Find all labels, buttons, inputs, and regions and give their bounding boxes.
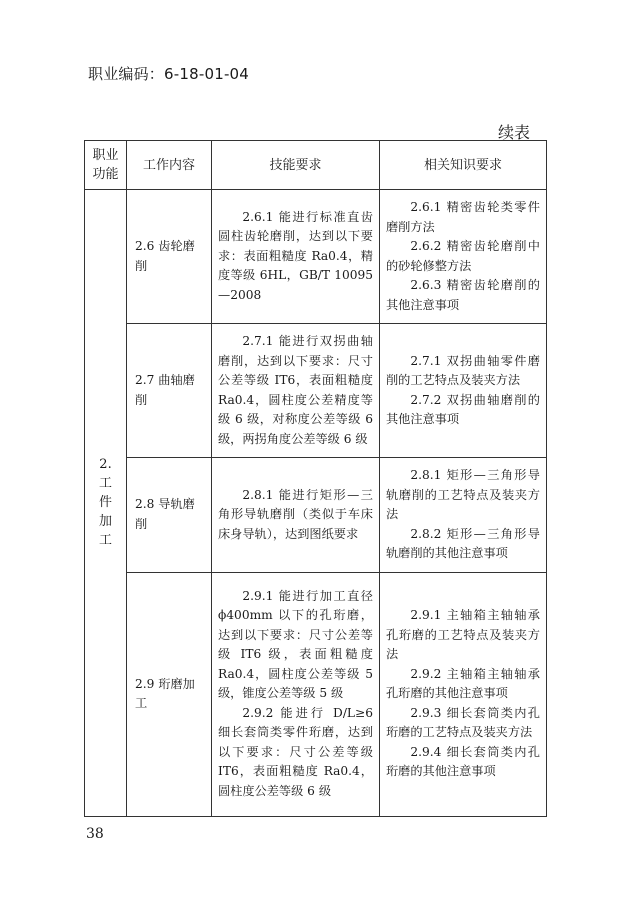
content-cell: 2.7 曲轴磨削 — [127, 324, 212, 458]
knowledge-item: 2.9.1 主轴箱主轴轴承孔珩磨的工艺特点及装夹方法 — [386, 608, 540, 662]
table-row — [85, 190, 547, 324]
content-cell: 2.8 导轨磨削 — [127, 458, 212, 573]
skill-item: 2.9.2 能进行 D/L≥6 细长套筒类零件珩磨，达到以下要求：尺寸公差等级 IT6，表面粗糙度 Ra0.4，圆柱度公差等级 6 级 — [218, 705, 373, 798]
skill-cell — [212, 458, 380, 573]
knowledge-cell — [380, 458, 547, 573]
skill-cell — [212, 190, 380, 324]
occupation-code: 职业编码：6-18-01-04 — [88, 65, 250, 83]
knowledge-item: 2.6.1 精密齿轮类零件磨削方法 — [386, 200, 540, 234]
header-content: 工作内容 — [127, 141, 212, 190]
knowledge-item: 2.7.1 双拐曲轴零件磨削的工艺特点及装夹方法 — [386, 353, 540, 387]
table-row — [85, 458, 547, 573]
header-role: 职业功能 — [85, 141, 127, 190]
table-header-row — [85, 141, 547, 190]
skill-item: 2.7.1 能进行双拐曲轴磨削，达到以下要求：尺寸公差等级 IT6，表面粗糙度 Ra0.4，圆柱度公差精度等级 6 级，对称度公差等级 6 级，两拐角度公差等级 6 级 — [218, 334, 373, 446]
knowledge-item: 2.8.1 矩形—三角形导轨磨削的工艺特点及装夹方法 — [386, 468, 540, 521]
header-knowledge: 相关知识要求 — [380, 141, 547, 190]
skill-item: 2.8.1 能进行矩形—三角形导轨磨削（类似于车床床身导轨），达到图纸要求 — [218, 487, 373, 541]
knowledge-item: 2.9.2 主轴箱主轴轴承孔珩磨的其他注意事项 — [386, 666, 540, 701]
knowledge-item: 2.6.2 精密齿轮磨削中的砂轮修整方法 — [386, 239, 540, 273]
skill-cell — [212, 324, 380, 458]
table-row — [85, 324, 547, 458]
knowledge-item: 2.8.2 矩形—三角形导轨磨削的其他注意事项 — [386, 526, 540, 560]
skills-table — [84, 140, 547, 817]
role-label: 2. 工件加工 — [98, 457, 112, 548]
knowledge-item: 2.9.3 细长套筒类内孔珩磨的工艺特点及装夹方法 — [386, 705, 540, 740]
page-number: 38 — [86, 826, 104, 842]
knowledge-cell — [380, 190, 547, 324]
knowledge-cell — [380, 324, 547, 458]
content-cell: 2.9 珩磨加工 — [127, 572, 212, 816]
knowledge-item: 2.7.2 双拐曲轴磨削的其他注意事项 — [386, 392, 540, 426]
role-cell — [85, 190, 127, 817]
knowledge-cell — [380, 572, 547, 816]
table-row — [85, 572, 547, 816]
skill-cell — [212, 572, 380, 816]
skill-item: 2.9.1 能进行加工直径 ϕ400mm 以下的孔珩磨，达到以下要求：尺寸公差等级 IT6 级，表面粗糙度 Ra0.4，圆柱度公差等级 5 级，锥度公差等级 5 级 — [218, 588, 373, 701]
content-cell: 2.6 齿轮磨削 — [127, 190, 212, 324]
skill-item: 2.6.1 能进行标准直齿圆柱齿轮磨削，达到以下要求：表面粗糙度 Ra0.4，精度等级 6HL，GB/T 10095—2008 — [218, 209, 373, 302]
knowledge-item: 2.6.3 精密齿轮磨削的其他注意事项 — [386, 278, 540, 312]
table-caption: 续表 — [498, 123, 531, 142]
header-skill: 技能要求 — [212, 141, 380, 190]
knowledge-item: 2.9.4 细长套筒类内孔珩磨的其他注意事项 — [386, 744, 540, 779]
